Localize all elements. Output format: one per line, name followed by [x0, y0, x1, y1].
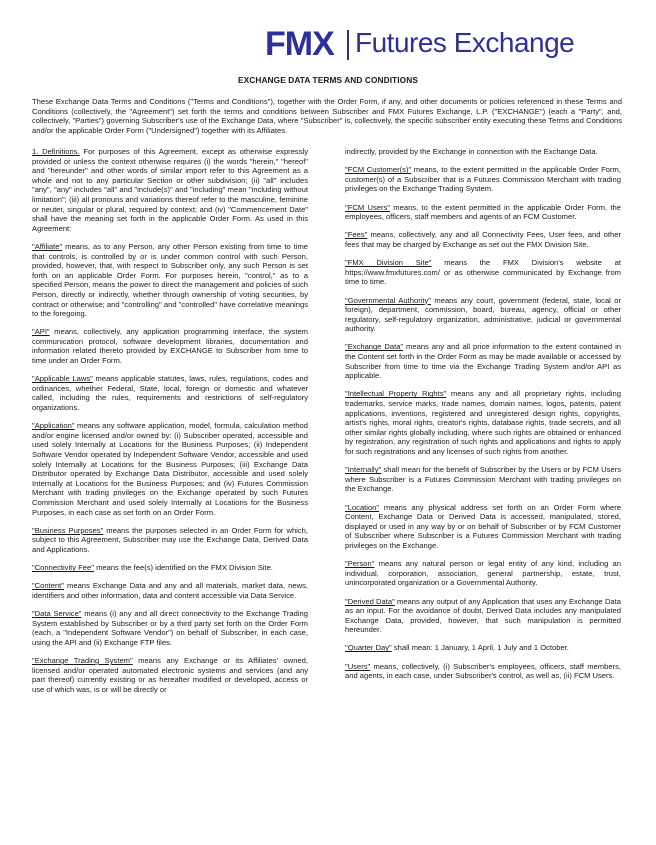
definition-paragraph: "FCM Customer(s)" means, to the extent permitted in the applicable Order Form, customer(s) of a Subscriber that is a Futures Commission Merchant with trading privileges on the Exchange Trading System.	[345, 165, 621, 194]
definition-paragraph: indirectly, provided by the Exchange in connection with the Exchange Data.	[345, 147, 598, 156]
definition-paragraph: "API" means, collectively, any application programming interface, the system communication protocol, software development libraries, documentation and information related thereto provided by EXCHANGE to Subscriber from time to time under an Order Form.	[32, 327, 308, 366]
definition-paragraph: "Applicable Laws" means applicable statutes, laws, rules, regulations, codes and ordinances, whether Federal, State, local, foreign or domestic and whatever called, including the rules, requirements and restrictions of self-regulatory organizations.	[32, 374, 308, 413]
definition-paragraph: "Internally" shall mean for the benefit of Subscriber by the Users or by FCM Users where Subscriber is a Futures Commission Merchant with trading privileges on the Exchange.	[345, 465, 621, 494]
definition-paragraph: "Content" means Exchange Data and any and all materials, market data, news, identifiers and other information, data and content accessible via Data Service.	[32, 581, 308, 600]
definition-paragraph: "Application" means any software application, model, formula, calculation method and/or engine licensed and/or owned by: (i) Subscriber operated, accessible and used solely Internally at Locations for the Business Purposes; (ii) Independent Software Vendor operated by Independent Software Vendor, accessible and used solely Internally at Locations for the Business Purposes; (iii) Exchange Data Distributor operated by Exchange Data Distributor, accessible and used solely Internally at Locations for the Business Purposes; and (iv) Futures Commission Merchant with trading privileges on the Exchange operated by such Futures Commission Merchant and used solely Internally at Locations for the Business Purposes, in each case as set forth on an Order Form.	[32, 421, 308, 517]
logo-text: Futures Exchange	[355, 27, 575, 58]
definition-paragraph: "Derived Data" means any output of any Application that uses any Exchange Data as an input. For the avoidance of doubt, Derived Data includes any manipulated Exchange Data, provided, however, that such manipulation is permitted hereunder.	[345, 596, 621, 635]
logo-brand: FMX	[265, 25, 334, 63]
definition-paragraph: "Users" means, collectively, (i) Subscriber's employees, officers, staff members, and agents, in each case, under Subscriber's control, as well as, (ii) FCM Users.	[345, 661, 621, 681]
definition-paragraph: "Fees" means, collectively, any and all Connectivity Fees, User fees, and other fees that may be charged by Exchange as set out the FMX Division Site.	[345, 230, 621, 249]
fmx-logo	[265, 26, 595, 66]
definition-paragraph: "Location" means any physical address set forth on an Order Form where Content, Exchange Data or Derived Data is accessed, manipulated, stored, displayed or used in any way by or on behalf of Subscriber or by FCM Customer of Subscriber where Subscriber is a Futures Commission Merchant with trading privileges on the Exchange.	[345, 502, 621, 550]
definition-paragraph: "Affiliate" means, as to any Person, any other Person existing from time to time that controls, is controlled by or is under common control with such Person, provided, however, that, with respect to Subscriber only, any such Person is set forth on an applicable Order Form. For purposes herein, "control," as to a specified Person, means the power to direct the management and policies of such Person, directly or indirectly, whether through ownership of voting securities, by contract or otherwise; and "controlling" and "controlled" have correlative meanings to the foregoing.	[32, 241, 308, 319]
left-column	[32, 147, 308, 703]
right-column	[345, 147, 621, 689]
definition-paragraph: "Intellectual Property Rights" means any and all proprietary rights, including trademarks, service marks, trade names, domain names, logos, patents, patent applications, inventions, registered and unregistered design rights, copyrights, artist's rights, moral rights, creator's rights, database rights, trade secrets, and all other similar rights globally including, where such rights are obtained or enhanced by registration, any registration of such rights and applications and rights to apply for such registrations and any licenses of such rights from another.	[345, 389, 621, 456]
document-title: EXCHANGE DATA TERMS AND CONDITIONS	[238, 75, 418, 85]
definition-paragraph: "Governmental Authority" means any court, government (federal, state, local or foreign), department, commission, board, bureau, agency, official or other regulatory, self-regulatory organization, administrative, judicial or governmental authority.	[345, 295, 621, 334]
definition-paragraph: "Person" means any natural person or legal entity of any kind, including an individual, corporation, association, general partnership, estate, trust, unincorporated organization or a Governmental Authority.	[345, 559, 621, 588]
definition-paragraph: "Exchange Data" means any and all price information to the extent contained in the Content set forth in the Order Form as may be made available or accessed by Subscriber from time to time via the Exchange Trading System and/or API as applicable.	[345, 342, 621, 381]
definition-paragraph: "Quarter Day" shall mean: 1 January, 1 April, 1 July and 1 October.	[345, 643, 569, 653]
definition-paragraph: "Business Purposes" means the purposes selected in an Order Form for which, subject to this Agreement, Subscriber may use the Exchange Data, Derived Data and Applications.	[32, 525, 308, 554]
definition-paragraph: "FMX Division Site" means the FMX Division's website at https://www.fmxfutures.com/ or as otherwise communicated by Exchange from time to time.	[345, 258, 622, 287]
definition-paragraph: "FCM Users" means, to the extent permitted in the applicable Order Form, the employees, officers, staff members and agents of an FCM Customer.	[345, 202, 621, 222]
logo-divider	[347, 30, 349, 60]
intro-paragraph: These Exchange Data Terms and Conditions ("Terms and Conditions"), together with the Order Form, if any, and other documents or policies referenced in these Terms and Conditions (collectively, the "Agreement") set forth the terms and conditions between Subscriber and FMX Futures Exchange, L.P. ("EXCHANGE") (each a "Party", and, collectively, "Parties") governing Subscriber's use of the Exchange Data, where "Subscriber" is, collectively, the specific subscriber entity executing these Terms and Conditions and/or the applicable Order Form ("Undersigned") together with its Affiliates.	[32, 97, 622, 135]
definition-paragraph: "Data Service" means (i) any and all direct connectivity to the Exchange Trading System established by Subscriber or by a third party set forth on the Order Form (each, a "Independent Software Vendor") on behalf of Subscriber, in each case, using the API and (ii) Exchange FTP files.	[32, 609, 308, 647]
definition-paragraph: 1. Definitions. For purposes of this Agreement, except as otherwise expressly provided or unless the context otherwise requires (i) the words "herein," "hereof" and "hereunder" and other words of similar import refer to this Agreement as a whole and not to any particular Section or other subdivision; (ii) "all" includes "any", "any" includes "all" and "include(s)" and "including" mean "including without limitation"; (iii) all pronouns and variations thereof refer to the masculine, feminine or neuter, singular or plural, required by context; and (iv) "Commencement Date" shall have the meaning set forth in the applicable Order Form. As used in this Agreement:	[32, 147, 308, 233]
definition-paragraph: "Connectivity Fee" means the fee(s) identified on the FMX Division Site.	[32, 563, 273, 573]
definition-paragraph: "Exchange Trading System" means any Exchange or its Affiliates' owned, licensed and/or operated automated electronic systems and services (and any part thereof) currently existing or as hereafter modified or developed, access or use of which was, is or will be directly or	[32, 656, 308, 694]
